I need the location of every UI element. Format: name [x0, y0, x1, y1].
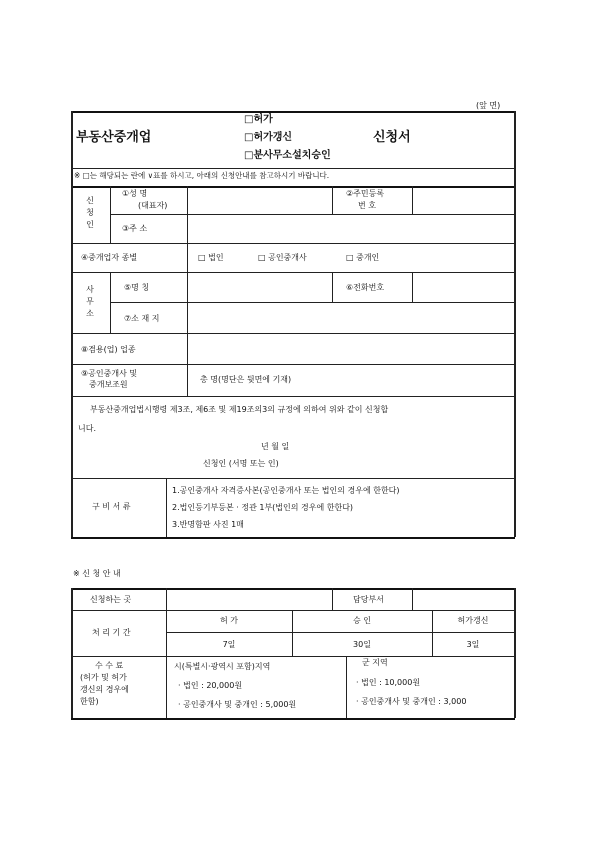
declaration-text-2: 니다.	[78, 424, 96, 433]
concurrent-business-field[interactable]	[189, 335, 512, 362]
address-field[interactable]	[189, 216, 512, 241]
period-value-approval: 30일	[353, 640, 371, 649]
period-value-permit: 7일	[222, 640, 236, 649]
city-fee-title: 시(특별시·광역시 포함)지역	[174, 662, 271, 671]
concurrent-business-label: ⑧겸용(업) 업종	[81, 345, 136, 354]
name-field[interactable]	[189, 188, 330, 212]
office-section-label: 사 무 소	[86, 285, 94, 318]
type-corporation-option[interactable]: □ 법인	[198, 253, 224, 262]
page-side-label: (앞 면)	[476, 101, 501, 110]
city-fee-item: · 법인 : 20,000원	[178, 681, 243, 690]
type-licensed-agent-option[interactable]: □ 공인중개사	[258, 253, 307, 262]
option-renewal[interactable]: □허가갱신	[244, 132, 293, 143]
fee-label-2: (허가 및 허가	[80, 673, 127, 682]
phone-field[interactable]	[414, 274, 512, 300]
document-item: 1.공인중개사 자격증사본(공인중개사 또는 법인의 경우에 한한다)	[172, 486, 400, 495]
rrn-sub-label: 번 호	[358, 201, 376, 210]
location-label: ⑦소 재 지	[124, 314, 160, 323]
instruction-note: ※ □는 해당되는 란에 ∨표를 하시고, 아래의 신청안내를 참고하시기 바랍니다.	[74, 171, 330, 180]
rrn-label: ②주민등록	[346, 189, 385, 198]
fee-label-4: 한함)	[80, 697, 99, 706]
option-permit[interactable]: □허가	[244, 114, 273, 125]
city-fee-item: · 공인중개사 및 중개인 : 5,000원	[178, 700, 297, 709]
fee-label: 수 수 료	[95, 661, 124, 670]
address-label: ③주 소	[122, 224, 148, 233]
processing-period-label: 처 리 기 간	[92, 628, 131, 637]
document-item: 3.반명함판 사진 1매	[172, 520, 244, 529]
office-name-field[interactable]	[189, 274, 330, 300]
required-documents-label: 구 비 서 류	[92, 502, 131, 511]
applicant-section-label: 신 청 인	[86, 196, 94, 229]
county-fee-item: · 공인중개사 및 중개인 : 3,000	[356, 697, 467, 706]
name-sub-label: (대표자)	[138, 201, 168, 210]
declaration-text: 부동산중개업법시행령 제3조, 제6조 및 제19조의3의 규정에 의하여 위와 같이 신청합	[90, 405, 389, 414]
period-value-renewal: 3일	[466, 640, 480, 649]
period-header-permit: 허 가	[220, 616, 238, 625]
period-header-approval: 승 인	[353, 616, 371, 625]
rrn-field[interactable]	[414, 188, 512, 212]
fee-label-3: 갱신의 경우에	[80, 685, 129, 694]
form-title: 부동산중개업	[76, 130, 152, 145]
type-broker-option[interactable]: □ 중개인	[346, 253, 380, 262]
document-item: 2.법인등기부등본 · 정관 1부(법인의 경우에 한한다)	[172, 503, 354, 512]
assistants-label: ⑨공인중개사 및	[81, 369, 138, 378]
applicant-signature-line: 신청인 (서명 또는 인)	[203, 459, 279, 468]
option-branch-approval[interactable]: □분사무소설치승인	[244, 150, 331, 161]
county-fee-item: · 법인 : 10,000원	[356, 678, 421, 687]
period-header-renewal: 허가갱신	[457, 616, 489, 625]
guide-title: ※ 신 청 안 내	[73, 569, 121, 578]
agent-type-label: ④중개업자 종별	[81, 253, 138, 262]
office-name-label: ⑤명 칭	[124, 283, 150, 292]
county-fee-title: 군 지역	[362, 658, 388, 667]
date-line: 년 월 일	[261, 442, 290, 451]
name-label: ①성 명	[122, 189, 148, 198]
form-title-suffix: 신청서	[373, 130, 411, 145]
location-field[interactable]	[189, 304, 512, 331]
assistants-label-2: 중개보조원	[89, 380, 128, 389]
assistants-total: 총 명(명단은 뒷면에 기재)	[200, 375, 292, 384]
submit-place-label: 신청하는 곳	[90, 595, 132, 604]
phone-label: ⑥전화번호	[346, 283, 385, 292]
department-label: 담당부서	[353, 595, 384, 604]
